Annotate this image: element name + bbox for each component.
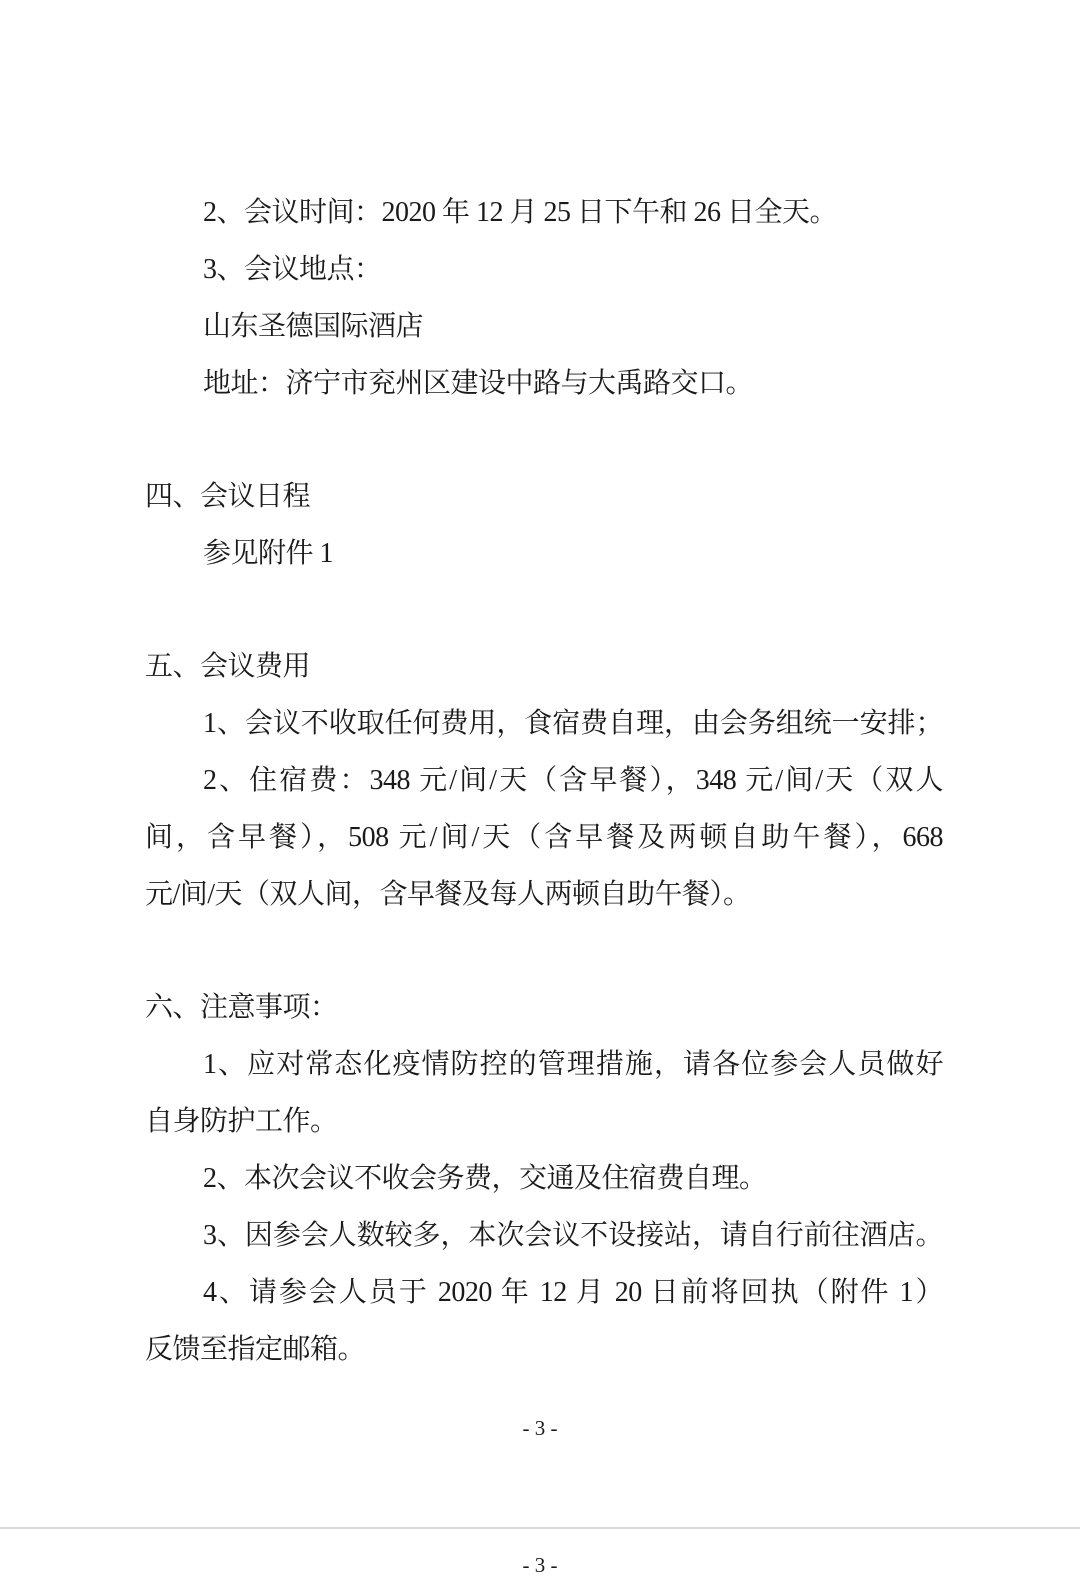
document-line: 山东圣德国际酒店: [203, 311, 424, 342]
document-line: 3、因参会人数较多，本次会议不设接站，请自行前往酒店。: [203, 1220, 943, 1251]
document-body: [145, 184, 943, 1378]
document-line: 反馈至指定邮箱。: [145, 1334, 366, 1365]
document-line: 四、会议日程: [145, 481, 311, 512]
document-line: 2、本次会议不收会务费，交通及住宿费自理。: [203, 1163, 767, 1194]
page-divider: [0, 1527, 1080, 1529]
document-line: 元/间/天（双人间，含早餐及每人两顿自助午餐）。: [145, 879, 751, 910]
document-line: 2、住宿费：348 元/间/天（含早餐），348 元/间/天（双人: [203, 765, 943, 796]
document-line: 五、会议费用: [145, 651, 311, 682]
document-line: 自身防护工作。: [145, 1106, 338, 1137]
document-line: 2、会议时间：2020 年 12 月 25 日下午和 26 日全天。: [203, 197, 838, 228]
document-line: 间，含早餐），508 元/间/天（含早餐及两顿自助午餐），668: [145, 822, 943, 853]
document-line: 3、会议地点：: [203, 254, 382, 285]
document-line: 地址：济宁市兖州区建设中路与大禹路交口。: [203, 368, 754, 399]
page-number-footer: - 3 -: [522, 1416, 558, 1440]
document-line: 六、注意事项：: [145, 992, 338, 1023]
document-line: 1、应对常态化疫情防控的管理措施，请各位参会人员做好: [203, 1049, 943, 1080]
document-line: 1、会议不收取任何费用，食宿费自理，由会务组统一安排；: [203, 708, 943, 739]
next-page-number-footer: - 3 -: [522, 1553, 558, 1577]
document-line: 参见附件 1: [203, 538, 334, 569]
document-line: 4、请参会人员于 2020 年 12 月 20 日前将回执（附件 1）: [203, 1277, 943, 1308]
